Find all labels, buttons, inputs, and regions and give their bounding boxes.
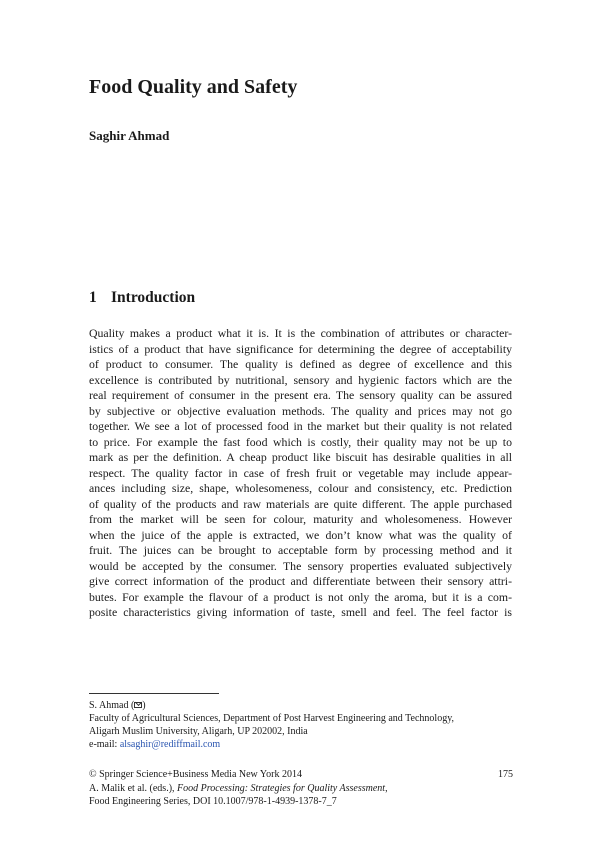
body-line: real requirement of consumer in the present era. The sensory quality can be assured bbox=[89, 388, 512, 402]
page-number: 175 bbox=[498, 769, 513, 780]
body-line: butes. For example the flavour of a product is not only the aroma, but it is a com- bbox=[89, 589, 512, 604]
citation-book-title: Food Processing: Strategies for Quality Assessment bbox=[177, 782, 386, 794]
section-title: Introduction bbox=[111, 289, 196, 306]
body-line: would be accepted by the consumer. The sensory properties evaluated subjectively bbox=[89, 558, 512, 573]
body-line: Quality makes a product what it is. It is the combination of attributes or character- bbox=[89, 326, 512, 340]
footnote bbox=[89, 699, 519, 751]
body-line: of product to consumer. The quality is defined as degree of excellence and this bbox=[89, 357, 512, 371]
body-line: fruit. The juices can be brought to acceptable form by processing method and it bbox=[89, 543, 512, 557]
body-line: posite characteristics giving information of taste, smell and feel. The feel factor is bbox=[89, 605, 512, 619]
email-label: e-mail: bbox=[89, 739, 120, 750]
body-line: mark as per the definition. A cheap product like biscuit has desirable qualities in all bbox=[89, 450, 512, 464]
affiliation-line-2: Aligarh Muslim University, Aligarh, UP 202002, India bbox=[89, 726, 308, 737]
body-line: together. We see a lot of processed food in the market but their quality is not related bbox=[89, 419, 512, 433]
body-line: excellence is contributed by nutritional, sensory and hygienic factors which are the bbox=[89, 372, 512, 387]
author-name: Saghir Ahmad bbox=[89, 128, 170, 143]
email-line bbox=[89, 738, 519, 751]
section-number: 1 bbox=[89, 289, 97, 306]
body-line: give correct information of the product and differentiate between their sensory attri- bbox=[89, 574, 512, 588]
body-paragraph bbox=[89, 326, 512, 621]
body-line: ances including size, shape, wholesomeness, colour and consistency, etc. Prediction bbox=[89, 481, 512, 495]
section-heading bbox=[89, 288, 195, 308]
body-line: of quality of the products and raw materials are quite different. The apple purchased bbox=[89, 496, 512, 511]
citation-comma: , bbox=[385, 782, 388, 794]
body-line: istics of a product that have significance for determining the degree of acceptability bbox=[89, 341, 512, 356]
email-link[interactable]: alsaghir@rediffmail.com bbox=[119, 739, 221, 750]
paper-title: Food Quality and Safety bbox=[89, 76, 298, 98]
publication-info bbox=[89, 768, 513, 809]
body-line: to price. For example the fast food which is costly, their quality may not be up to bbox=[89, 434, 512, 449]
body-line: by subjective or objective evaluation methods. The quality and prices may not go bbox=[89, 403, 512, 418]
footnote-author bbox=[89, 699, 519, 712]
citation-editors: A. Malik et al. (eds.), bbox=[89, 782, 178, 794]
affiliation-line-1: Faculty of Agricultural Sciences, Department of Post Harvest Engineering and Technology, bbox=[89, 713, 455, 724]
footnote-author-close: ) bbox=[142, 700, 146, 711]
body-line: respect. The quality factor in case of fresh fruit or vegetable may include appear- bbox=[89, 465, 512, 480]
footnote-author-name: S. Ahmad ( bbox=[89, 700, 135, 711]
citation-line-2: Food Engineering Series, DOI 10.1007/978-1-4939-1378-7_7 bbox=[89, 796, 337, 807]
body-line: when the juice of the apple is extracted, we don’t know what was the quality of bbox=[89, 527, 512, 542]
footnote-rule bbox=[89, 693, 219, 694]
copyright-line: © Springer Science+Business Media New York 2014 bbox=[89, 769, 302, 780]
body-line: from the market will be seen for colour, maturity and wholesomeness. However bbox=[89, 512, 512, 526]
envelope-icon bbox=[134, 702, 142, 708]
citation-line-1 bbox=[89, 782, 513, 796]
